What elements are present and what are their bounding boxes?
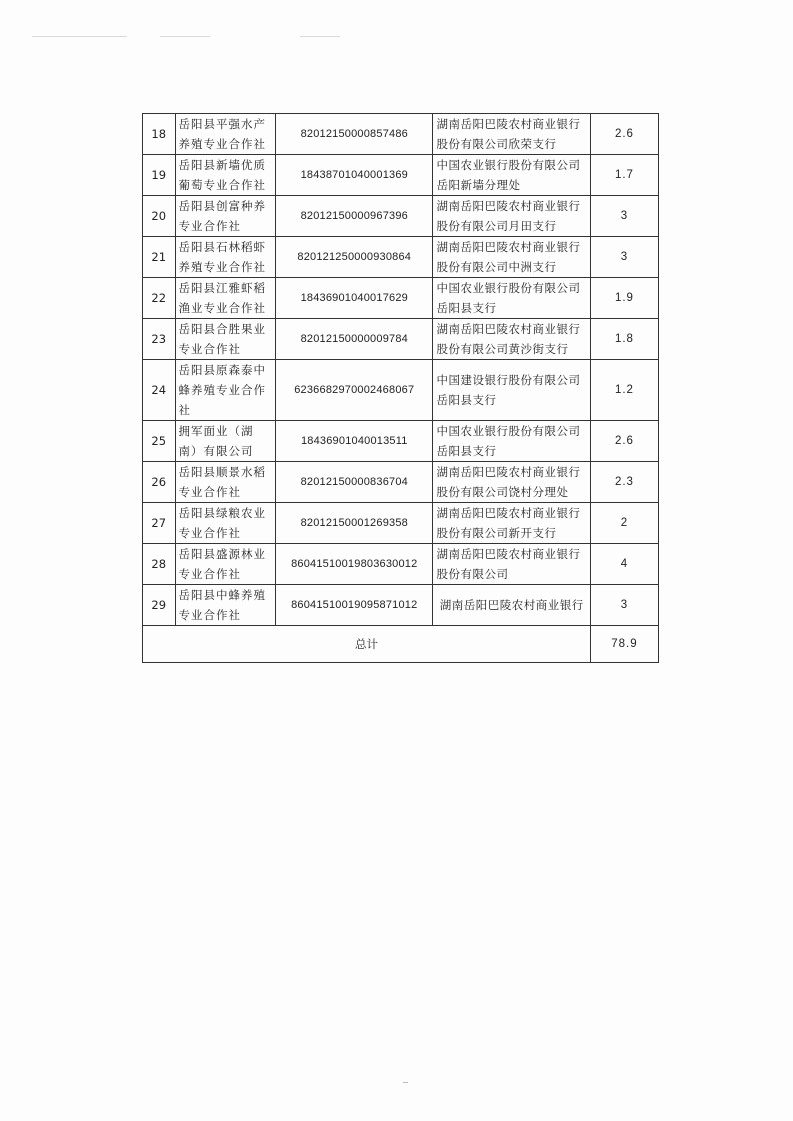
table-row	[143, 462, 659, 503]
recipient-name: 岳阳县原森泰中蜂养殖专业合作社	[175, 360, 276, 421]
table-row	[143, 360, 659, 421]
account-number: 82012150000857486	[276, 114, 433, 155]
amount: 2.3	[590, 462, 658, 503]
row-number: 21	[143, 237, 176, 278]
scan-artifact	[300, 36, 340, 37]
amount: 1.7	[590, 155, 658, 196]
account-number: 82012150000836704	[276, 462, 433, 503]
account-number: 82012150000009784	[276, 319, 433, 360]
account-number: 18438701040001369	[276, 155, 433, 196]
bank-name: 湖南岳阳巴陵农村商业银行	[433, 585, 590, 626]
amount: 2.6	[590, 114, 658, 155]
bank-name: 中国农业银行股份有限公司岳阳新墙分理处	[433, 155, 590, 196]
row-number: 25	[143, 421, 176, 462]
account-number: 820121250000930864	[276, 237, 433, 278]
total-row	[143, 626, 659, 663]
bank-name: 湖南岳阳巴陵农村商业银行股份有限公司饶村分理处	[433, 462, 590, 503]
bank-name: 湖南岳阳巴陵农村商业银行股份有限公司月田支行	[433, 196, 590, 237]
account-number: 86041510019095871012	[276, 585, 433, 626]
row-number: 28	[143, 544, 176, 585]
amount: 2.6	[590, 421, 658, 462]
table-row	[143, 421, 659, 462]
bank-name: 湖南岳阳巴陵农村商业银行股份有限公司黄沙街支行	[433, 319, 590, 360]
amount: 3	[590, 196, 658, 237]
table-row	[143, 155, 659, 196]
recipient-name: 岳阳县创富种养专业合作社	[175, 196, 276, 237]
bank-name: 湖南岳阳巴陵农村商业银行股份有限公司欣荣支行	[433, 114, 590, 155]
fund-allocation-table	[142, 113, 659, 663]
total-amount: 78.9	[590, 626, 658, 663]
bank-name: 湖南岳阳巴陵农村商业银行股份有限公司中洲支行	[433, 237, 590, 278]
recipient-name: 岳阳县顺景水稻专业合作社	[175, 462, 276, 503]
account-number: 18436901040013511	[276, 421, 433, 462]
table-row	[143, 319, 659, 360]
bank-name: 湖南岳阳巴陵农村商业银行股份有限公司	[433, 544, 590, 585]
table-row	[143, 114, 659, 155]
recipient-name: 岳阳县石林稻虾养殖专业合作社	[175, 237, 276, 278]
row-number: 29	[143, 585, 176, 626]
bank-name: 中国农业银行股份有限公司岳阳县支行	[433, 421, 590, 462]
recipient-name: 岳阳县江雅虾稻渔业专业合作社	[175, 278, 276, 319]
table-row	[143, 278, 659, 319]
table-row	[143, 544, 659, 585]
table-row	[143, 503, 659, 544]
amount: 3	[590, 237, 658, 278]
amount: 1.8	[590, 319, 658, 360]
scan-artifact	[160, 36, 210, 37]
page-footer-mark	[403, 1082, 408, 1083]
account-number: 86041510019803630012	[276, 544, 433, 585]
row-number: 24	[143, 360, 176, 421]
recipient-name: 岳阳县平强水产养殖专业合作社	[175, 114, 276, 155]
table-body	[143, 114, 659, 626]
recipient-name: 岳阳县盛源林业专业合作社	[175, 544, 276, 585]
amount: 2	[590, 503, 658, 544]
row-number: 20	[143, 196, 176, 237]
account-number: 82012150001269358	[276, 503, 433, 544]
row-number: 19	[143, 155, 176, 196]
recipient-name: 岳阳县合胜果业专业合作社	[175, 319, 276, 360]
recipient-name: 岳阳县绿粮农业专业合作社	[175, 503, 276, 544]
amount: 3	[590, 585, 658, 626]
bank-name: 湖南岳阳巴陵农村商业银行股份有限公司新开支行	[433, 503, 590, 544]
amount: 1.9	[590, 278, 658, 319]
recipient-name: 拥军面业（湖南）有限公司	[175, 421, 276, 462]
row-number: 26	[143, 462, 176, 503]
amount: 1.2	[590, 360, 658, 421]
table-row	[143, 196, 659, 237]
recipient-name: 岳阳县新墙优质葡萄专业合作社	[175, 155, 276, 196]
scan-artifact	[32, 36, 127, 37]
account-number: 82012150000967396	[276, 196, 433, 237]
bank-name: 中国农业银行股份有限公司岳阳县支行	[433, 278, 590, 319]
row-number: 23	[143, 319, 176, 360]
table-row	[143, 585, 659, 626]
account-number: 18436901040017629	[276, 278, 433, 319]
bank-name: 中国建设银行股份有限公司岳阳县支行	[433, 360, 590, 421]
row-number: 18	[143, 114, 176, 155]
recipient-name: 岳阳县中蜂养殖专业合作社	[175, 585, 276, 626]
table-row	[143, 237, 659, 278]
account-number: 6236682970002468067	[276, 360, 433, 421]
row-number: 27	[143, 503, 176, 544]
amount: 4	[590, 544, 658, 585]
total-label: 总计	[143, 626, 591, 663]
row-number: 22	[143, 278, 176, 319]
